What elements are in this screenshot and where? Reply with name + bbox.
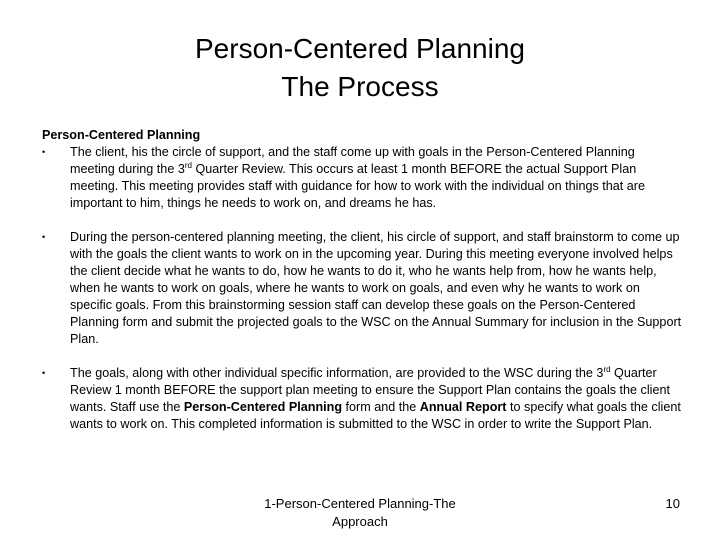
bullet-item-1 xyxy=(42,144,682,212)
title-line-2: The Process xyxy=(281,71,439,102)
title-line-1: Person-Centered Planning xyxy=(195,33,525,64)
bullet-item-2 xyxy=(42,229,682,348)
section-heading: Person-Centered Planning xyxy=(42,128,201,142)
bullet-item-3 xyxy=(42,365,682,433)
bullet-marker-icon: • xyxy=(42,368,46,378)
bullet-2-text: During the person-centered planning meeting, the client, his circle of support, and staff brainstorm to come up with the goals the client wants to work on in the upcoming year. During this meeting everyone involved helps the client decide what he wants to do, how he wants to do it, who he wants help from, how he wants help, when he wants to work on goals, where he wants to work on goals, and even why he wants to work on specific goals. From this brainstorming session staff can develop these goals on the Person-Centered Planning form and submit the projected goals to the WSC on the Annual Summary for inclusion in the Support Plan. xyxy=(70,230,682,346)
bold-report-name: Annual Report xyxy=(419,400,507,414)
bullet-list xyxy=(42,144,682,433)
slide-body xyxy=(42,127,682,433)
bullet-3-text: The goals, along with other individual specific information, are provided to the WSC during the 3rd Quarter Review 1 month BEFORE the support plan meeting to ensure the Support Plan contains the goals the client wants. Staff use the Person-Centered Planning form and the Annual Report to specify what goals the client wants to work on. This completed information is submitted to the WSC in order to write the Support Plan. xyxy=(70,364,681,431)
bullet-marker-icon: • xyxy=(42,232,46,242)
page-number: 10 xyxy=(665,496,680,511)
bullet-1-text: The client, his the circle of support, and the staff come up with goals in the Person-Centered Planning meeting during the 3rd Quarter Review. This occurs at least 1 month BEFORE the actual Support Plan meeting. This meeting provides staff with guidance for how to work with the individual on things that are important to him, things he needs to work on, and dreams he has. xyxy=(70,145,645,210)
slide-title xyxy=(0,30,720,106)
bold-form-name: Person-Centered Planning xyxy=(183,400,343,414)
footer-text: 1-Person-Centered Planning-The Approach xyxy=(264,496,456,529)
bullet-marker-icon: • xyxy=(42,147,46,157)
